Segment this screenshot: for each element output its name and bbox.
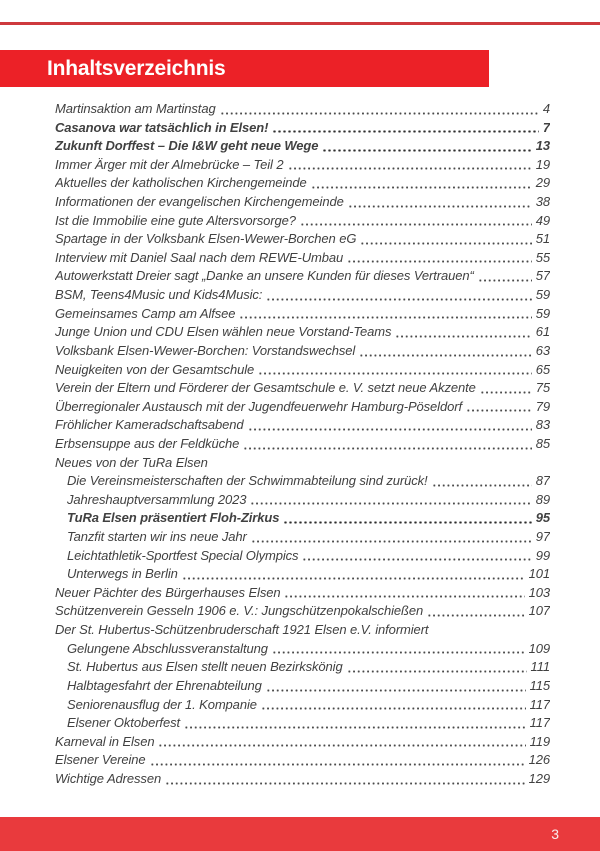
toc-entry-page-number: 13	[535, 138, 550, 154]
dot-leader	[322, 149, 531, 152]
toc-entry	[55, 491, 550, 510]
toc-entry-label: Jahreshauptversammlung 2023	[67, 491, 247, 507]
toc-entry-page-number: 51	[535, 231, 550, 247]
toc-entry-label: Gemeinsames Camp am Alfsee	[55, 305, 236, 321]
toc-entry-page-number: 79	[535, 398, 550, 414]
toc-entry	[55, 751, 550, 770]
toc-entry	[55, 342, 550, 361]
toc-entry-page-number: 101	[528, 566, 550, 582]
toc-entry-page-number: 117	[529, 696, 550, 712]
toc-entry	[55, 137, 550, 156]
dot-leader	[395, 335, 531, 338]
toc-entry-label: Der St. Hubertus-Schützenbruderschaft 1921 Elsen e.V. informiert	[55, 622, 429, 638]
toc-entry-page-number: 19	[535, 156, 550, 172]
toc-entry	[55, 305, 550, 324]
toc-entry-label: St. Hubertus aus Elsen stellt neuen Bezirkskönig	[67, 659, 343, 675]
toc-entry-label: Informationen der evangelischen Kirchengemeinde	[55, 194, 344, 210]
toc-entry-page-number: 95	[535, 510, 550, 526]
dot-leader	[300, 223, 532, 226]
page-title-bar	[0, 50, 489, 87]
toc-entry	[55, 696, 550, 715]
toc-entry-label: Unterwegs in Berlin	[67, 566, 178, 582]
dot-leader	[478, 279, 532, 282]
dot-leader	[311, 186, 532, 189]
toc-entry-label: Neuigkeiten von der Gesamtschule	[55, 361, 255, 377]
toc-entry-page-number: 109	[528, 640, 550, 656]
toc-entry-page-number: 57	[535, 268, 550, 284]
toc-entry-label: Neues von der TuRa Elsen	[55, 454, 208, 470]
toc-entry	[55, 435, 550, 454]
dot-leader	[347, 670, 527, 673]
toc-entry	[55, 733, 550, 752]
toc-entry-page-number: 59	[535, 305, 550, 321]
dot-leader	[360, 242, 531, 245]
toc-entry	[55, 770, 550, 789]
dot-leader	[283, 521, 531, 524]
toc-entry-label: Überregionaler Austausch mit der Jugendfeuerwehr Hamburg-Pöseldorf	[55, 398, 462, 414]
toc-entry-page-number: 85	[535, 435, 550, 451]
toc-entry	[55, 212, 550, 231]
toc-entry-label: Erbsensuppe aus der Feldküche	[55, 435, 240, 451]
toc-entry-label: Fröhlicher Kameradschaftsabend	[55, 417, 244, 433]
dot-leader	[272, 651, 525, 654]
toc-entry-label: Casanova war tatsächlich in Elsen!	[55, 119, 269, 135]
toc-entry-page-number: 83	[535, 417, 550, 433]
toc-entry-page-number: 29	[535, 175, 550, 191]
dot-leader	[258, 372, 532, 375]
toc-entry	[55, 528, 550, 547]
toc-entry-page-number: 99	[535, 547, 550, 563]
toc-entry-page-number: 129	[528, 770, 550, 786]
toc-entry-label: Wichtige Adressen	[55, 770, 162, 786]
toc-entry-label: Die Vereinsmeisterschaften der Schwimmabteilung sind zurück!	[67, 473, 428, 489]
toc-entry-page-number: 89	[535, 491, 550, 507]
toc-entry-label: Schützenverein Gesseln 1906 e. V.: Jungschützenpokalschießen	[55, 603, 424, 619]
toc-section-header	[55, 621, 550, 640]
dot-leader	[432, 484, 532, 487]
dot-leader	[251, 540, 532, 543]
footer-bar	[0, 817, 600, 851]
dot-leader	[427, 614, 525, 617]
dot-leader	[250, 502, 531, 505]
toc-entry	[55, 249, 550, 268]
toc-entry-label: Martinsaktion am Martinstag	[55, 101, 216, 116]
toc-entry-label: Volksbank Elsen-Wewer-Borchen: Vorstandswechsel	[55, 342, 356, 358]
toc-entry-page-number: 115	[529, 677, 550, 693]
toc-entry	[55, 323, 550, 342]
dot-leader	[302, 558, 531, 561]
toc-entry	[55, 472, 550, 491]
toc-entry-label: Autowerkstatt Dreier sagt „Danke an unsere Kunden für dieses Vertrauen“	[55, 268, 474, 284]
dot-leader	[248, 428, 532, 431]
toc-entry-label: Karneval in Elsen	[55, 733, 155, 749]
toc-entry-label: Junge Union und CDU Elsen wählen neue Vorstand-Teams	[55, 324, 392, 340]
dot-leader	[165, 782, 525, 785]
toc-entry-page-number: 61	[535, 324, 550, 340]
toc-entry	[55, 193, 550, 212]
toc-entry-page-number: 55	[535, 249, 550, 265]
toc-entry-label: Gelungene Abschlussveranstaltung	[67, 640, 268, 656]
toc-entry-label: Aktuelles der katholischen Kirchengemeinde	[55, 175, 307, 191]
toc-entry	[55, 100, 550, 119]
dot-leader	[466, 409, 532, 412]
dot-leader	[480, 391, 532, 394]
toc-entry-page-number: 75	[535, 380, 550, 396]
toc-entry-label: Zukunft Dorffest – Die I&W geht neue Wege	[55, 138, 319, 154]
dot-leader	[347, 260, 532, 263]
toc-entry	[55, 156, 550, 175]
dot-leader	[288, 167, 532, 170]
toc-entry-label: Tanzfit starten wir ins neue Jahr	[67, 529, 247, 545]
toc-entry	[55, 174, 550, 193]
toc-entry-page-number: 119	[529, 733, 550, 749]
toc-entry	[55, 509, 550, 528]
toc-entry-page-number: 117	[529, 715, 550, 731]
toc-entry-label: Seniorenausflug der 1. Kompanie	[67, 696, 257, 712]
dot-leader	[184, 726, 526, 729]
toc-entry	[55, 230, 550, 249]
dot-leader	[266, 298, 531, 301]
toc-entry	[55, 584, 550, 603]
dot-leader	[150, 763, 525, 766]
dot-leader	[261, 707, 526, 710]
toc-entry	[55, 379, 550, 398]
toc-entry-label: Spartage in der Volksbank Elsen-Wewer-Borchen eG	[55, 231, 357, 247]
toc-entry-page-number: 7	[542, 119, 550, 135]
toc-entry-page-number: 49	[535, 212, 550, 228]
toc-entry-page-number: 59	[535, 287, 550, 303]
toc-entry-page-number: 38	[535, 194, 550, 210]
dot-leader	[182, 577, 525, 580]
footer-page-number: 3	[551, 826, 559, 842]
toc-entry-page-number: 87	[535, 473, 550, 489]
toc-entry	[55, 286, 550, 305]
toc-entry	[55, 677, 550, 696]
toc-entry-page-number: 103	[528, 584, 550, 600]
toc-entry	[55, 398, 550, 417]
toc-entry-page-number: 65	[535, 361, 550, 377]
toc-entry-label: Leichtathletik-Sportfest Special Olympics	[67, 547, 299, 563]
toc-entry-page-number: 111	[530, 659, 550, 675]
top-rule	[0, 22, 600, 25]
toc-entry	[55, 119, 550, 138]
toc-entry-label: Neuer Pächter des Bürgerhauses Elsen	[55, 584, 281, 600]
toc-entry	[55, 547, 550, 566]
dot-leader	[220, 112, 539, 115]
dot-leader	[266, 689, 526, 692]
dot-leader	[359, 354, 532, 357]
toc-entry-page-number: 126	[528, 752, 550, 768]
toc-entry	[55, 714, 550, 733]
toc-entry-page-number: 107	[528, 603, 550, 619]
dot-leader	[284, 595, 524, 598]
toc-entry-label: TuRa Elsen präsentiert Floh-Zirkus	[67, 510, 280, 526]
toc-section-header	[55, 454, 550, 473]
toc-entry-label: Immer Ärger mit der Almebrücke – Teil 2	[55, 156, 284, 172]
toc-entry-page-number: 63	[535, 342, 550, 358]
toc-entry	[55, 267, 550, 286]
toc-entry-label: Ist die Immobilie eine gute Altersvorsorge?	[55, 212, 296, 228]
toc-list	[55, 100, 550, 789]
dot-leader	[243, 447, 531, 450]
toc-entry	[55, 565, 550, 584]
toc-entry	[55, 361, 550, 380]
dot-leader	[158, 744, 525, 747]
toc-entry	[55, 640, 550, 659]
toc-entry	[55, 416, 550, 435]
toc-entry-label: Elsener Vereine	[55, 752, 146, 768]
toc-entry	[55, 658, 550, 677]
toc-entry-label: Interview mit Daniel Saal nach dem REWE-Umbau	[55, 249, 344, 265]
page-title: Inhaltsverzeichnis	[47, 56, 226, 80]
dot-leader	[272, 130, 539, 133]
toc-entry-page-number: 97	[535, 529, 550, 545]
dot-leader	[239, 316, 531, 319]
toc-entry-label: Verein der Eltern und Förderer der Gesamtschule e. V. setzt neue Akzente	[55, 380, 476, 396]
toc-entry-label: Elsener Oktoberfest	[67, 715, 180, 731]
toc-entry-label: BSM, Teens4Music und Kids4Music:	[55, 287, 263, 303]
toc-entry-page-number: 4	[542, 101, 550, 116]
toc-entry-label: Halbtagesfahrt der Ehrenabteilung	[67, 677, 262, 693]
toc-entry	[55, 602, 550, 621]
dot-leader	[348, 205, 532, 208]
